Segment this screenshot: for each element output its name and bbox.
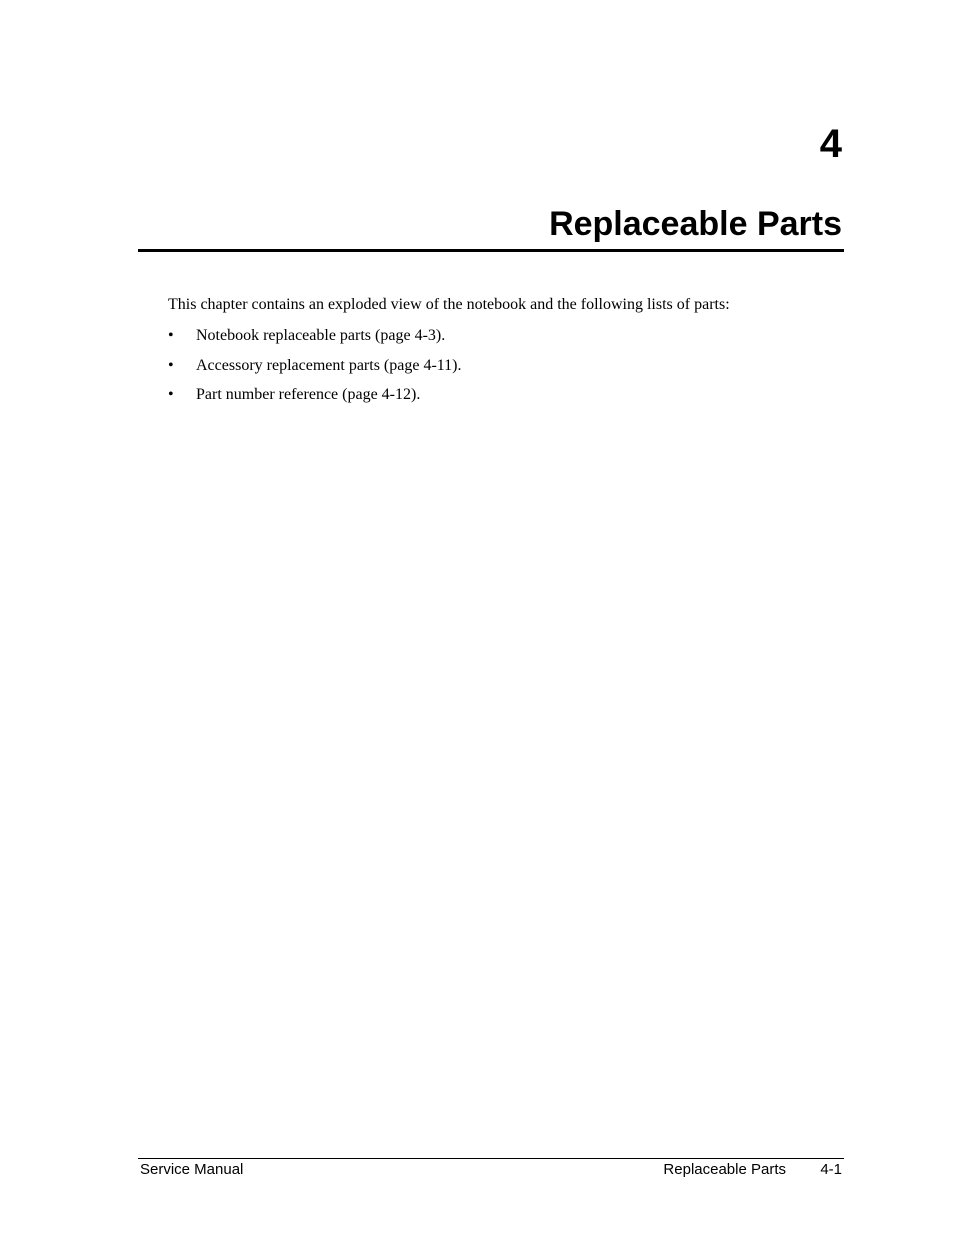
list-item-text: Notebook replaceable parts (page 4-3). xyxy=(196,327,446,344)
bullet-icon: • xyxy=(168,386,174,403)
list-item-text: Accessory replacement parts (page 4-11). xyxy=(196,356,462,374)
chapter-number: 4 xyxy=(819,122,842,166)
footer-section-title: Replaceable Parts xyxy=(663,1161,786,1178)
intro-paragraph: This chapter contains an exploded view of the notebook and the following lists of parts: xyxy=(168,296,730,313)
chapter-title: Replaceable Parts xyxy=(549,205,842,243)
list-item xyxy=(168,356,462,376)
footer-page-number: 4-1 xyxy=(820,1161,842,1178)
bullet-icon: • xyxy=(168,327,174,344)
list-item xyxy=(168,385,462,405)
list-item xyxy=(168,326,462,346)
parts-list xyxy=(168,326,462,415)
title-rule xyxy=(138,249,844,252)
list-item-text: Part number reference (page 4-12). xyxy=(196,386,421,403)
page-footer xyxy=(140,1160,842,1180)
bullet-icon: • xyxy=(168,356,174,374)
footer-manual-title: Service Manual xyxy=(140,1161,244,1178)
footer-rule xyxy=(138,1158,844,1159)
